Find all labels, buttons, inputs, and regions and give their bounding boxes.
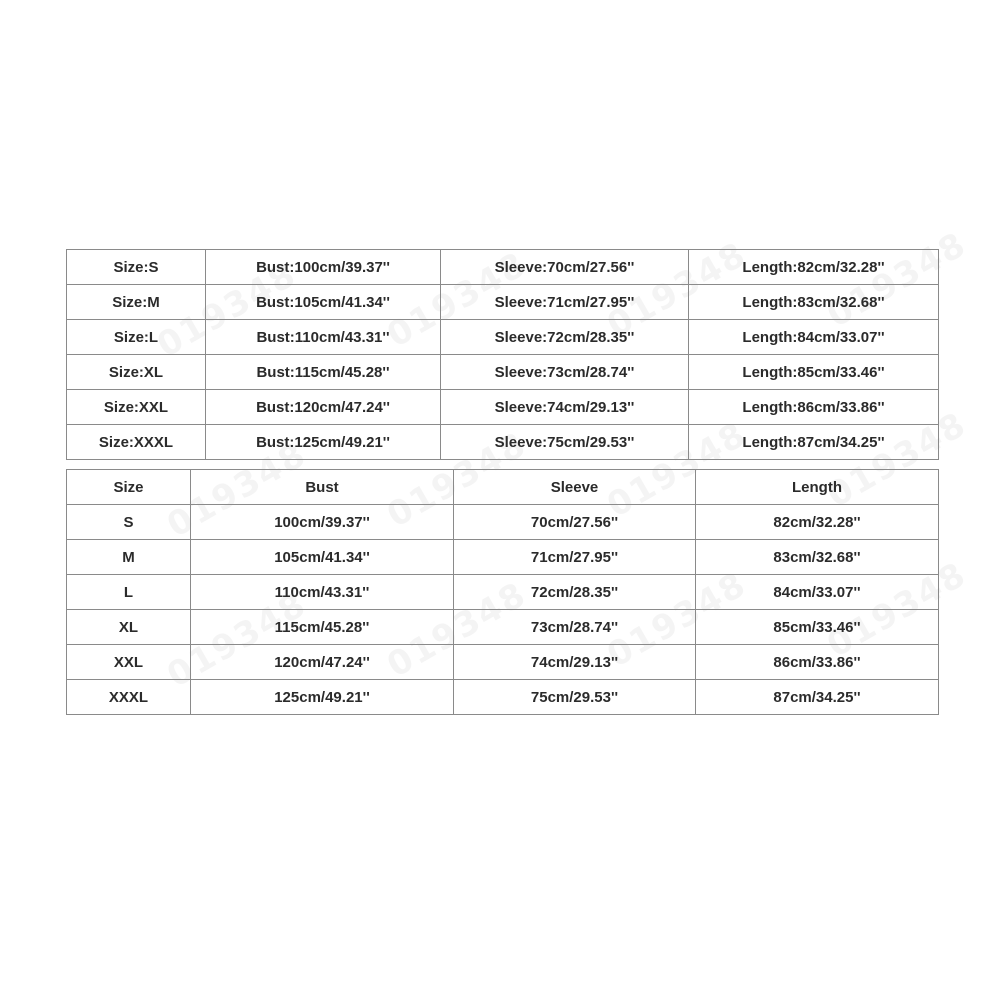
bust-cell: Bust:115cm/45.28'' xyxy=(206,355,441,390)
length-cell: 83cm/32.68'' xyxy=(696,540,939,575)
header-sleeve: Sleeve xyxy=(454,470,696,505)
table-row xyxy=(67,680,939,715)
sleeve-cell: Sleeve:74cm/29.13'' xyxy=(441,390,689,425)
sleeve-cell: 74cm/29.13'' xyxy=(454,645,696,680)
bust-cell: 105cm/41.34'' xyxy=(191,540,454,575)
sleeve-cell: 70cm/27.56'' xyxy=(454,505,696,540)
bust-cell: Bust:105cm/41.34'' xyxy=(206,285,441,320)
size-chart-table-labeled xyxy=(66,249,939,460)
size-cell: Size:XXXL xyxy=(67,425,206,460)
header-bust: Bust xyxy=(191,470,454,505)
size-cell: Size:S xyxy=(67,250,206,285)
length-cell: 87cm/34.25'' xyxy=(696,680,939,715)
header-size: Size xyxy=(67,470,191,505)
sleeve-cell: 75cm/29.53'' xyxy=(454,680,696,715)
length-cell: Length:86cm/33.86'' xyxy=(689,390,939,425)
bust-cell: Bust:100cm/39.37'' xyxy=(206,250,441,285)
table-row xyxy=(67,610,939,645)
table-row xyxy=(67,575,939,610)
length-cell: 82cm/32.28'' xyxy=(696,505,939,540)
bust-cell: Bust:120cm/47.24'' xyxy=(206,390,441,425)
size-cell: Size:XXL xyxy=(67,390,206,425)
bust-cell: 100cm/39.37'' xyxy=(191,505,454,540)
sleeve-cell: Sleeve:70cm/27.56'' xyxy=(441,250,689,285)
table-row xyxy=(67,425,939,460)
size-cell: XXL xyxy=(67,645,191,680)
sleeve-cell: Sleeve:72cm/28.35'' xyxy=(441,320,689,355)
table-row xyxy=(67,250,939,285)
table-row xyxy=(67,355,939,390)
length-cell: Length:87cm/34.25'' xyxy=(689,425,939,460)
header-length: Length xyxy=(696,470,939,505)
length-cell: 84cm/33.07'' xyxy=(696,575,939,610)
size-cell: Size:M xyxy=(67,285,206,320)
sleeve-cell: Sleeve:75cm/29.53'' xyxy=(441,425,689,460)
bust-cell: 110cm/43.31'' xyxy=(191,575,454,610)
sleeve-cell: 71cm/27.95'' xyxy=(454,540,696,575)
length-cell: Length:84cm/33.07'' xyxy=(689,320,939,355)
sleeve-cell: 72cm/28.35'' xyxy=(454,575,696,610)
sleeve-cell: 73cm/28.74'' xyxy=(454,610,696,645)
length-cell: Length:82cm/32.28'' xyxy=(689,250,939,285)
bust-cell: 125cm/49.21'' xyxy=(191,680,454,715)
bust-cell: 115cm/45.28'' xyxy=(191,610,454,645)
table-row xyxy=(67,285,939,320)
length-cell: 85cm/33.46'' xyxy=(696,610,939,645)
sleeve-cell: Sleeve:73cm/28.74'' xyxy=(441,355,689,390)
table-row xyxy=(67,505,939,540)
bust-cell: 120cm/47.24'' xyxy=(191,645,454,680)
size-cell: Size:XL xyxy=(67,355,206,390)
length-cell: Length:83cm/32.68'' xyxy=(689,285,939,320)
size-cell: XXXL xyxy=(67,680,191,715)
length-cell: Length:85cm/33.46'' xyxy=(689,355,939,390)
size-cell: Size:L xyxy=(67,320,206,355)
bust-cell: Bust:125cm/49.21'' xyxy=(206,425,441,460)
size-cell: M xyxy=(67,540,191,575)
size-cell: XL xyxy=(67,610,191,645)
bust-cell: Bust:110cm/43.31'' xyxy=(206,320,441,355)
size-cell: S xyxy=(67,505,191,540)
table-row xyxy=(67,540,939,575)
table-row xyxy=(67,390,939,425)
length-cell: 86cm/33.86'' xyxy=(696,645,939,680)
table-row xyxy=(67,645,939,680)
table-header-row xyxy=(67,470,939,505)
table-row xyxy=(67,320,939,355)
sleeve-cell: Sleeve:71cm/27.95'' xyxy=(441,285,689,320)
size-cell: L xyxy=(67,575,191,610)
size-chart-table xyxy=(66,469,939,715)
